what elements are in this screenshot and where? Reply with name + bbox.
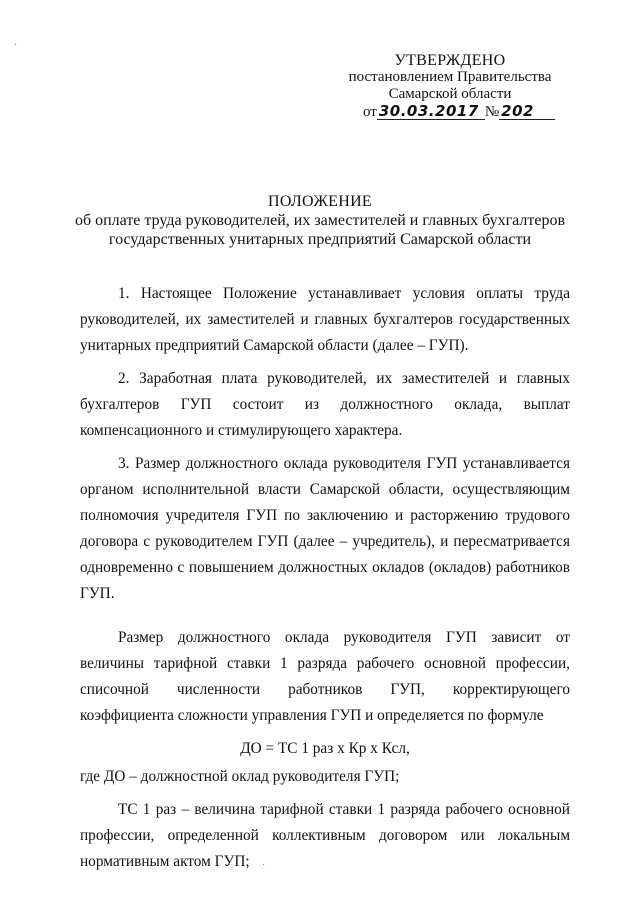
approval-date-line [330, 103, 570, 121]
formula-ts-definition: ТС 1 раз – величина тарифной ставки 1 разряда рабочего основной профессии, определенной коллективным договором или локальным нормативным актом ГУП; [80, 801, 570, 870]
paragraph-3: 3. Размер должностного оклада руководителя ГУП устанавливается органом исполнительной власти Самарской области, осуществляющим полномочия учредителя ГУП по заключению и расторжению трудового договора с руководителем ГУП (далее – учредитель), и пересматривается одновременно с повышением должностных окладов (окладов) работников ГУП. [80, 455, 570, 602]
approval-heading: УТВЕРЖДЕНО [394, 52, 506, 69]
approval-line-2: Самарской области [388, 86, 512, 102]
document-body [80, 281, 570, 882]
title-main: ПОЛОЖЕНИЕ [267, 193, 372, 210]
approval-stamp [330, 52, 570, 121]
date-prefix: от [363, 104, 377, 120]
handwritten-number: 202 [499, 103, 555, 120]
title-subtitle-2: государственных унитарных предприятий Самарской области [108, 231, 532, 248]
number-prefix: № [484, 104, 500, 120]
salary-formula: ДО = ТС 1 раз х Кр х Ксл, [240, 740, 410, 757]
title-subtitle-1: об оплате труда руководителей, их заместителей и главных бухгалтеров [74, 212, 566, 229]
handwritten-date: 30.03.2017 [377, 103, 485, 120]
document-title [60, 192, 580, 249]
approval-line-1: постановлением Правительства [348, 69, 552, 85]
scan-mark: · [262, 860, 266, 871]
scan-mark: · [14, 40, 18, 51]
paragraph-1: 1. Настоящее Положение устанавливает условия оплаты труда руководителей, их заместителей и главных бухгалтеров государственных унитарных предприятий Самарской области (далее – ГУП). [80, 285, 570, 354]
formula-where-do: где ДО – должностной оклад руководителя ГУП; [80, 768, 400, 785]
paragraph-2: 2. Заработная плата руководителей, их заместителей и главных бухгалтеров ГУП состоит из должностного оклада, выплат компенсационного и стимулирующего характера. [80, 370, 570, 439]
paragraph-4: Размер должностного оклада руководителя ГУП зависит от величины тарифной ставки 1 разряда рабочего основной профессии, списочной численности работников ГУП, корректирующего коэффициента сложности управления ГУП и определяется по формуле [80, 629, 570, 724]
